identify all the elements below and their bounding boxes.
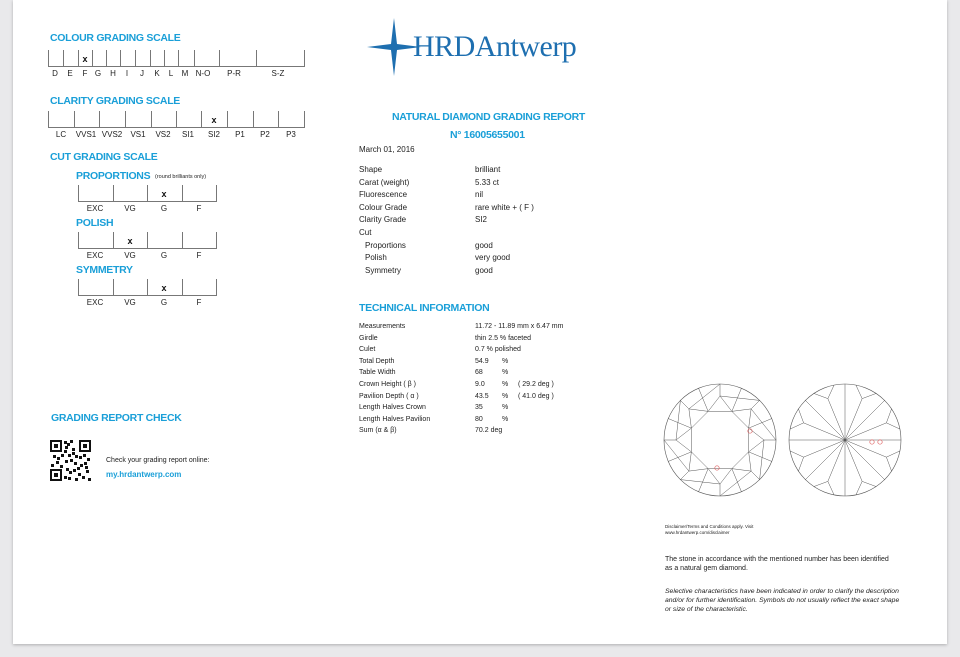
tech-row-extra: ( 29.2 deg ) [518,381,554,388]
scale-tick [256,50,257,67]
scale-label: P3 [286,130,296,139]
scale-label: N-O [195,69,211,78]
scale-mark: x [161,189,167,199]
scale-label: VG [124,298,136,307]
disclaimer [665,524,753,535]
scale-tick [78,185,79,202]
scale-tick [219,50,220,67]
report-check-link[interactable]: my.hrdantwerp.com [106,470,182,479]
scale-tick [182,185,183,202]
scale-label: VS2 [155,130,171,139]
scale-tick [135,50,136,67]
tech-row-value: 54.9 [475,357,489,365]
scale-tick [120,50,121,67]
scale-tick [216,232,217,249]
scale-mark: x [127,236,133,246]
report-row-value: good [475,240,493,250]
scale-label: VVS1 [75,130,97,139]
report-row-label: Polish [365,253,387,263]
tech-row-label: Crown Height ( β ) [359,381,416,388]
tech-row-label: Table Width [359,369,396,377]
report-number: N° 16005655001 [450,129,525,141]
scale-label: E [67,69,73,78]
tech-row-label: Total Depth [359,357,395,365]
scale-label: G [160,251,168,260]
proportions-note: (round brilliants only) [155,174,207,180]
scale-tick [113,279,114,296]
tech-row-value: 35 [475,404,483,412]
colour-scale-heading: COLOUR GRADING SCALE [50,32,181,44]
report-check-heading: GRADING REPORT CHECK [51,412,182,424]
scale-label: F [82,69,88,78]
scale-label: G [160,204,168,213]
tech-row-value: 68 [475,369,483,377]
scale-tick [182,232,183,249]
report-row-value: rare white + ( F ) [475,202,534,212]
identification-statement: The stone in accordance with the mentioned number has been identified as a natural gem diamond. [665,556,889,572]
tech-row-unit: % [502,392,509,400]
scale-label: D [52,69,58,78]
selective-note: Selective characteristics have been indicated in order to clarify the description and/or for further identification. Symbols do not usually reflect the exact shape or size of the characteristic. [665,588,900,613]
report-row-value: 5.33 ct [475,177,500,187]
report-row-label: Clarity Grade [359,215,407,225]
scale-label: VG [124,204,136,213]
scale-label: SI2 [207,130,220,139]
scale-tick [216,185,217,202]
scale-tick [99,111,100,128]
scale-label: SI1 [181,130,194,139]
report-row-label: Colour Grade [359,202,408,212]
scale-tick [147,185,148,202]
tech-row-value: 11.72 - 11.89 mm x 6.47 mm [475,323,564,330]
scale-tick [151,111,152,128]
report-row-label: Symmetry [365,265,401,275]
report-check-text: Check your grading report online: [106,457,210,464]
pavilion-plot-diagram [787,382,903,498]
report-row-label: Fluorescence [359,190,408,200]
polish-heading: POLISH [76,217,114,229]
tech-row-value: 80 [475,415,483,423]
disclaimer-line2: www.hrdantwerp.com/disclaimer [665,529,730,535]
report-row-value: brilliant [475,165,501,174]
scale-tick [278,111,279,128]
report-row-label: Proportions [365,240,406,250]
tech-row-label: Girdle [359,334,378,342]
inclusion-mark [878,440,882,444]
crown-plot-diagram [662,382,778,498]
scale-label: G [160,298,168,307]
disclaimer-line1: Disclaimer/Terms and Conditions apply. Visit [665,524,754,529]
tech-row-value: thin 2.5 % faceted [475,334,532,342]
tech-row-label: Pavilion Depth ( α ) [359,392,419,400]
scale-label: I [125,69,129,78]
scale-tick [147,279,148,296]
scale-label: P2 [260,130,270,139]
scale-tick [106,50,107,67]
tech-row-unit: % [502,404,509,412]
scale-label: P1 [235,130,245,139]
tech-row-value: 9.0 [475,381,485,388]
cut-scale-heading: CUT GRADING SCALE [50,151,158,163]
scale-label: LC [55,130,67,139]
scale-label: VVS2 [101,130,123,139]
scale-tick [48,50,49,67]
inclusion-mark [870,440,874,444]
tech-row-value: 0.7 % polished [475,346,521,354]
report-row-value: SI2 [475,215,488,225]
report-row-value: very good [475,253,511,263]
clarity-scale-heading: CLARITY GRADING SCALE [50,95,181,107]
qr-code-icon[interactable] [50,440,91,481]
scale-label: K [154,69,160,78]
tech-row-label: Sum (α & β) [359,427,397,435]
tech-row-unit: % [502,415,509,423]
scale-tick [63,50,64,67]
scale-tick [304,50,305,67]
scale-tick [201,111,202,128]
scale-label: VS1 [130,130,146,139]
scale-tick [176,111,177,128]
scale-tick [194,50,195,67]
report-date: March 01, 2016 [359,145,415,154]
scale-label: L [168,69,174,78]
technical-heading: TECHNICAL INFORMATION [359,302,490,314]
scale-mark: x [211,115,217,125]
tech-row-unit: % [502,369,509,377]
tech-row-value: 70.2 deg [475,427,503,435]
scale-tick [150,50,151,67]
report-title: NATURAL DIAMOND GRADING REPORT [392,111,586,123]
tech-row-label: Length Halves Crown [359,404,426,412]
scale-label: F [196,251,202,260]
tech-row-unit: % [502,357,509,365]
report-row-label: Carat (weight) [359,177,410,187]
report-row-value: good [475,265,493,275]
scale-tick [216,279,217,296]
scale-tick [178,50,179,67]
tech-row-extra: ( 41.0 deg ) [518,392,554,400]
scale-tick [227,111,228,128]
scale-tick [253,111,254,128]
scale-tick [125,111,126,128]
scale-tick [78,279,79,296]
scale-tick [113,185,114,202]
scale-label: P-R [227,69,241,78]
scale-tick [147,232,148,249]
tech-row-label: Culet [359,346,376,354]
tech-row-value: 43.5 [475,392,489,400]
scale-tick [78,232,79,249]
scale-label: G [94,69,102,78]
scale-label: H [110,69,116,78]
logo-text: HRDAntwerp [413,30,577,63]
scale-tick [48,111,49,128]
report-row-value: nil [475,190,484,200]
tech-row-unit: % [502,381,509,388]
scale-tick [113,232,114,249]
scale-tick [182,279,183,296]
inclusion-mark [715,466,719,470]
scale-label: EXC [86,251,104,260]
tech-row-label: Measurements [359,323,406,330]
tech-row-label: Length Halves Pavilion [359,415,431,423]
scale-tick [304,111,305,128]
scale-label: F [196,204,202,213]
scale-label: EXC [86,204,104,213]
scale-tick [74,111,75,128]
scale-label: EXC [86,298,104,307]
scale-label: S-Z [271,69,285,78]
scale-label: J [140,69,144,78]
symmetry-heading: SYMMETRY [76,264,133,276]
scale-label: F [196,298,202,307]
scale-tick [164,50,165,67]
scale-mark: x [82,54,88,64]
scale-mark: x [161,283,167,293]
proportions-heading: PROPORTIONS [76,170,151,182]
scale-baseline [48,66,304,67]
scale-label: VG [124,251,136,260]
scale-label: M [181,69,189,78]
report-row-label: Shape [359,165,383,174]
report-row-label: Cut [359,228,372,237]
